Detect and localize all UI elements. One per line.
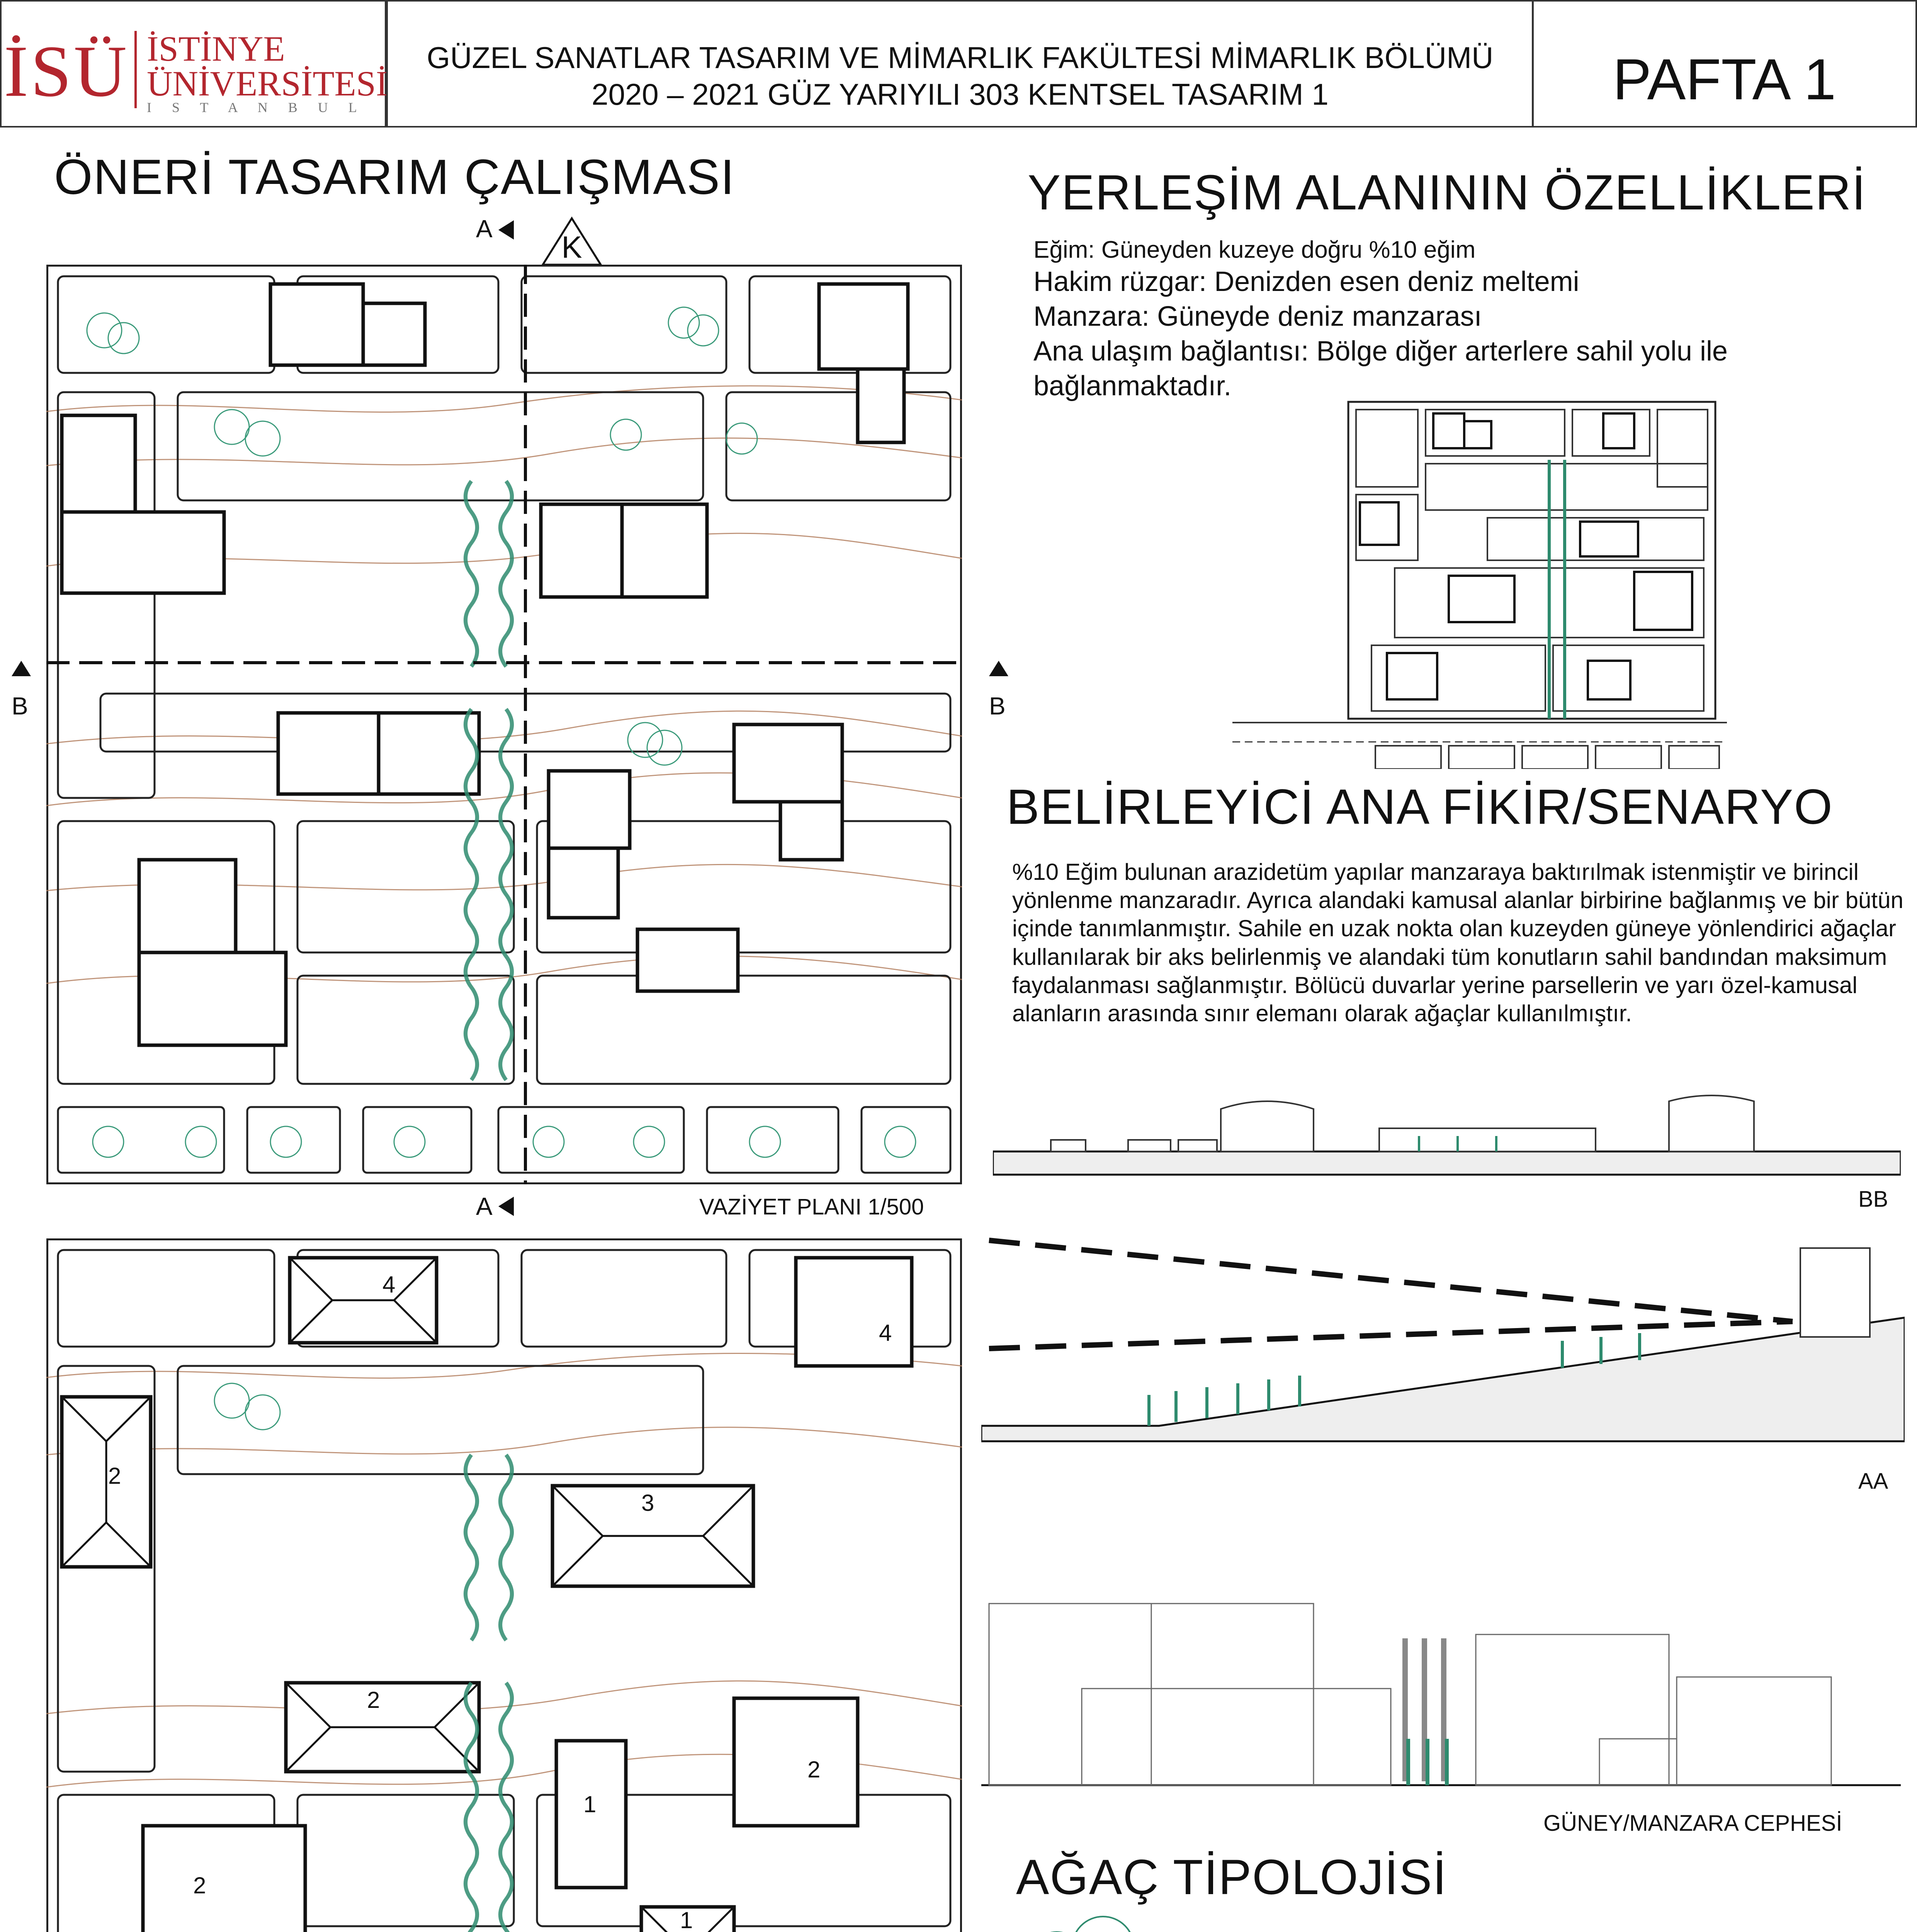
roof-number: 4 (382, 1272, 396, 1298)
logo-mark: İSÜ (4, 31, 129, 112)
course-name: 2020 – 2021 GÜZ YARIYILI 303 KENTSEL TASARIM 1 (591, 77, 1329, 111)
section-b-left-arrow (10, 659, 33, 678)
section-b-left: B (12, 692, 28, 720)
design-title: ÖNERİ TASARIM ÇALIŞMASI (54, 150, 735, 205)
roof-number: 2 (108, 1463, 121, 1489)
north-arrow (541, 216, 603, 267)
section-a-top-arrow (496, 218, 516, 242)
roof-plan (46, 1238, 962, 1932)
tree-typology-title: AĞAÇ TİPOLOJİSİ (1016, 1850, 1447, 1905)
roof-number: 2 (807, 1757, 821, 1782)
section-a-bottom-arrow (496, 1195, 516, 1218)
sheet-number: PAFTA 1 (1613, 47, 1836, 112)
feature-access: Ana ulaşım bağlantısı: Bölge diğer arterlere sahil yolu ile bağlanmaktadır. (1033, 336, 1728, 402)
university-logo (4, 23, 388, 116)
logo-line3: I S T A N B U L (147, 100, 365, 115)
concept-text: %10 Eğim bulunan arazidetüm yapılar manzaraya baktırılmak istenmiştir ve birincil yönlenme manzaradır. Ayrıca alandaki kamusal alanlar birbirine bağlanmış ve bir bütün içinde tanımlanmıştır. Sahile en uzak nokta olan kuzeyden güneye yönlendirici ağaçlar kullanılarak bir aks belirlenmiş ve alandaki tüm konutların sahil bandından maksimum faydalanması sağlanmıştır. Bölücü duvarlar yerine parsellerin ve yarı özel-kamusal alanların arasında sınır elemanı olarak ağaçlar kullanılmıştır. (1012, 859, 1903, 1026)
roof-number: 1 (583, 1791, 597, 1817)
roof-number: 2 (193, 1872, 206, 1898)
section-a-top: A (476, 215, 493, 243)
site-plan (46, 265, 962, 1184)
roof-number: 4 (879, 1320, 892, 1346)
feature-view: Manzara: Güneyde deniz manzarası (1033, 301, 1482, 332)
site-features-title: YERLEŞİM ALANININ ÖZELLİKLERİ (1028, 165, 1866, 220)
roof-number: 2 (367, 1687, 380, 1713)
feature-wind: Hakim rüzgar: Denizden esen deniz meltemi (1033, 266, 1579, 298)
logo-line2: ÜNİVERSİTESİ (147, 64, 388, 103)
south-facade (981, 1592, 1901, 1793)
section-aa (981, 1233, 1905, 1449)
section-b-right: B (989, 692, 1006, 720)
facade-label: GÜNEY/MANZARA CEPHESİ (1543, 1811, 1842, 1836)
site-features-list (1033, 236, 1825, 403)
logo-line1: İSTİNYE (147, 29, 285, 68)
section-a-bottom: A (476, 1192, 493, 1220)
section-bb-label: BB (1858, 1187, 1888, 1212)
section-aa-label: AA (1858, 1469, 1888, 1494)
directing-tree-icon (999, 1913, 1200, 1932)
north-label: K (561, 230, 582, 264)
roof-number: 3 (641, 1490, 654, 1516)
site-key-map (1232, 398, 1727, 769)
section-bb (993, 1082, 1901, 1182)
section-b-right-arrow (987, 659, 1010, 678)
concept-title: BELİRLEYİCİ ANA FİKİR/SENARYO (1006, 779, 1833, 835)
roof-number: 1 (680, 1907, 693, 1932)
feature-slope: Eğim: Güneyden kuzeye doğru %10 eğim (1033, 236, 1476, 263)
faculty-name: GÜZEL SANATLAR TASARIM VE MİMARLIK FAKÜLTESİ MİMARLIK BÖLÜMÜ (427, 41, 1494, 75)
site-plan-caption: VAZİYET PLANI 1/500 (699, 1194, 924, 1219)
